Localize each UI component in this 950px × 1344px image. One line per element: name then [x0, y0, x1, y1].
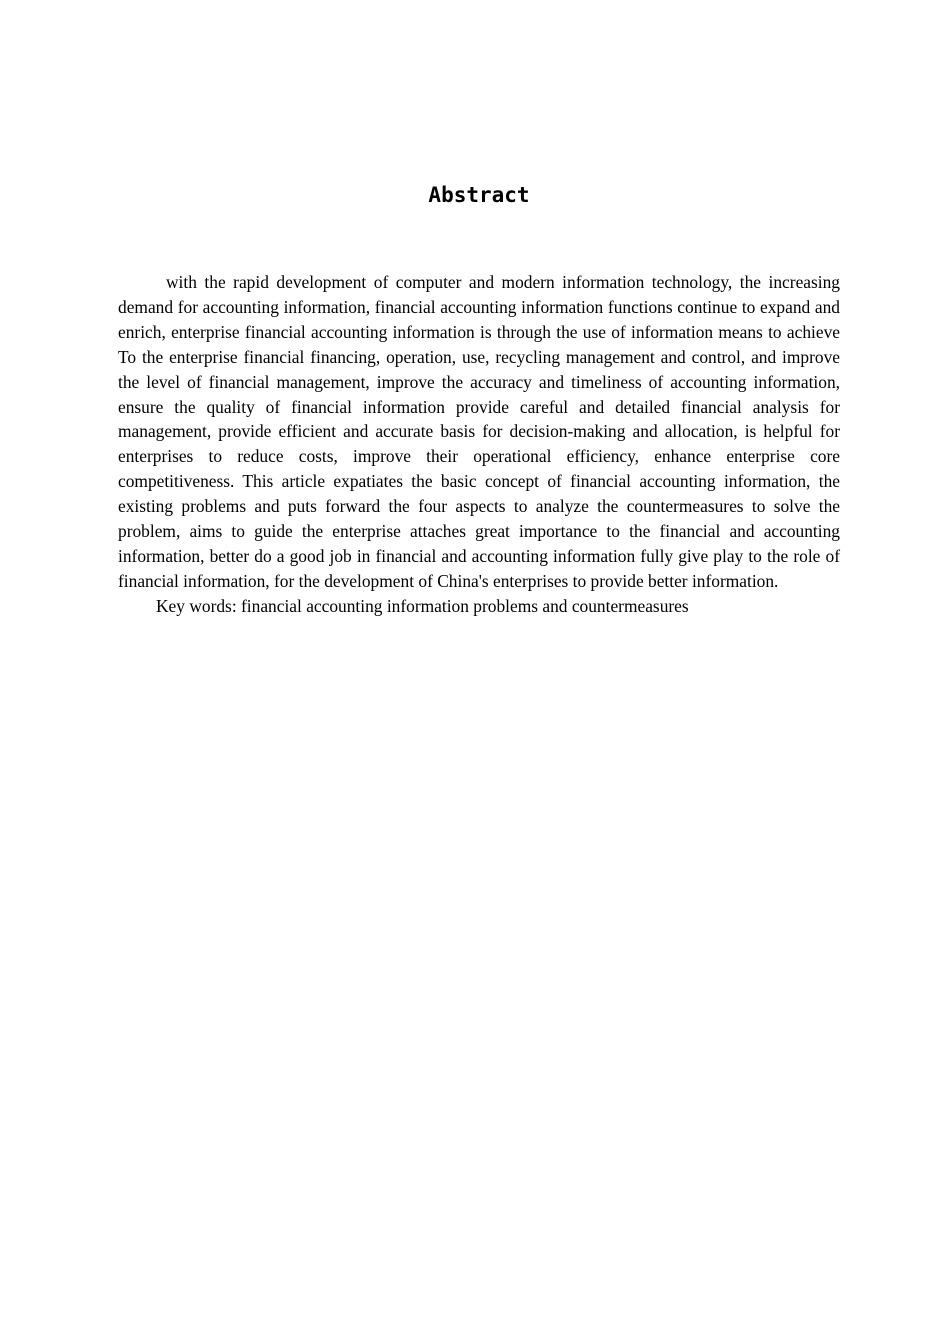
page-title: Abstract	[428, 183, 530, 207]
keywords-line: Key words: financial accounting information problems and countermeasures	[156, 595, 689, 616]
abstract-body	[118, 270, 840, 619]
abstract-paragraph: with the rapid development of computer and modern information technology, the increasing demand for accounting information, financial accounting information functions continue to expand and enrich, enterprise financial accounting information is through the use of information means to achieve To the enterprise financial financing, operation, use, recycling management and control, and improve the level of financial management, improve the accuracy and timeliness of accounting information, ensure the quality of financial information provide careful and detailed financial analysis for management, provide efficient and accurate basis for decision-making and allocation, is helpful for enterprises to reduce costs, improve their operational efficiency, enhance enterprise core competitiveness. This article expatiates the basic concept of financial accounting information, the existing problems and puts forward the four aspects to analyze the countermeasures to solve the problem, aims to guide the enterprise attaches great importance to the financial and accounting information, better do a good job in financial and accounting information fully give play to the role of financial information, for the development of China's enterprises to provide better information.	[118, 272, 840, 591]
